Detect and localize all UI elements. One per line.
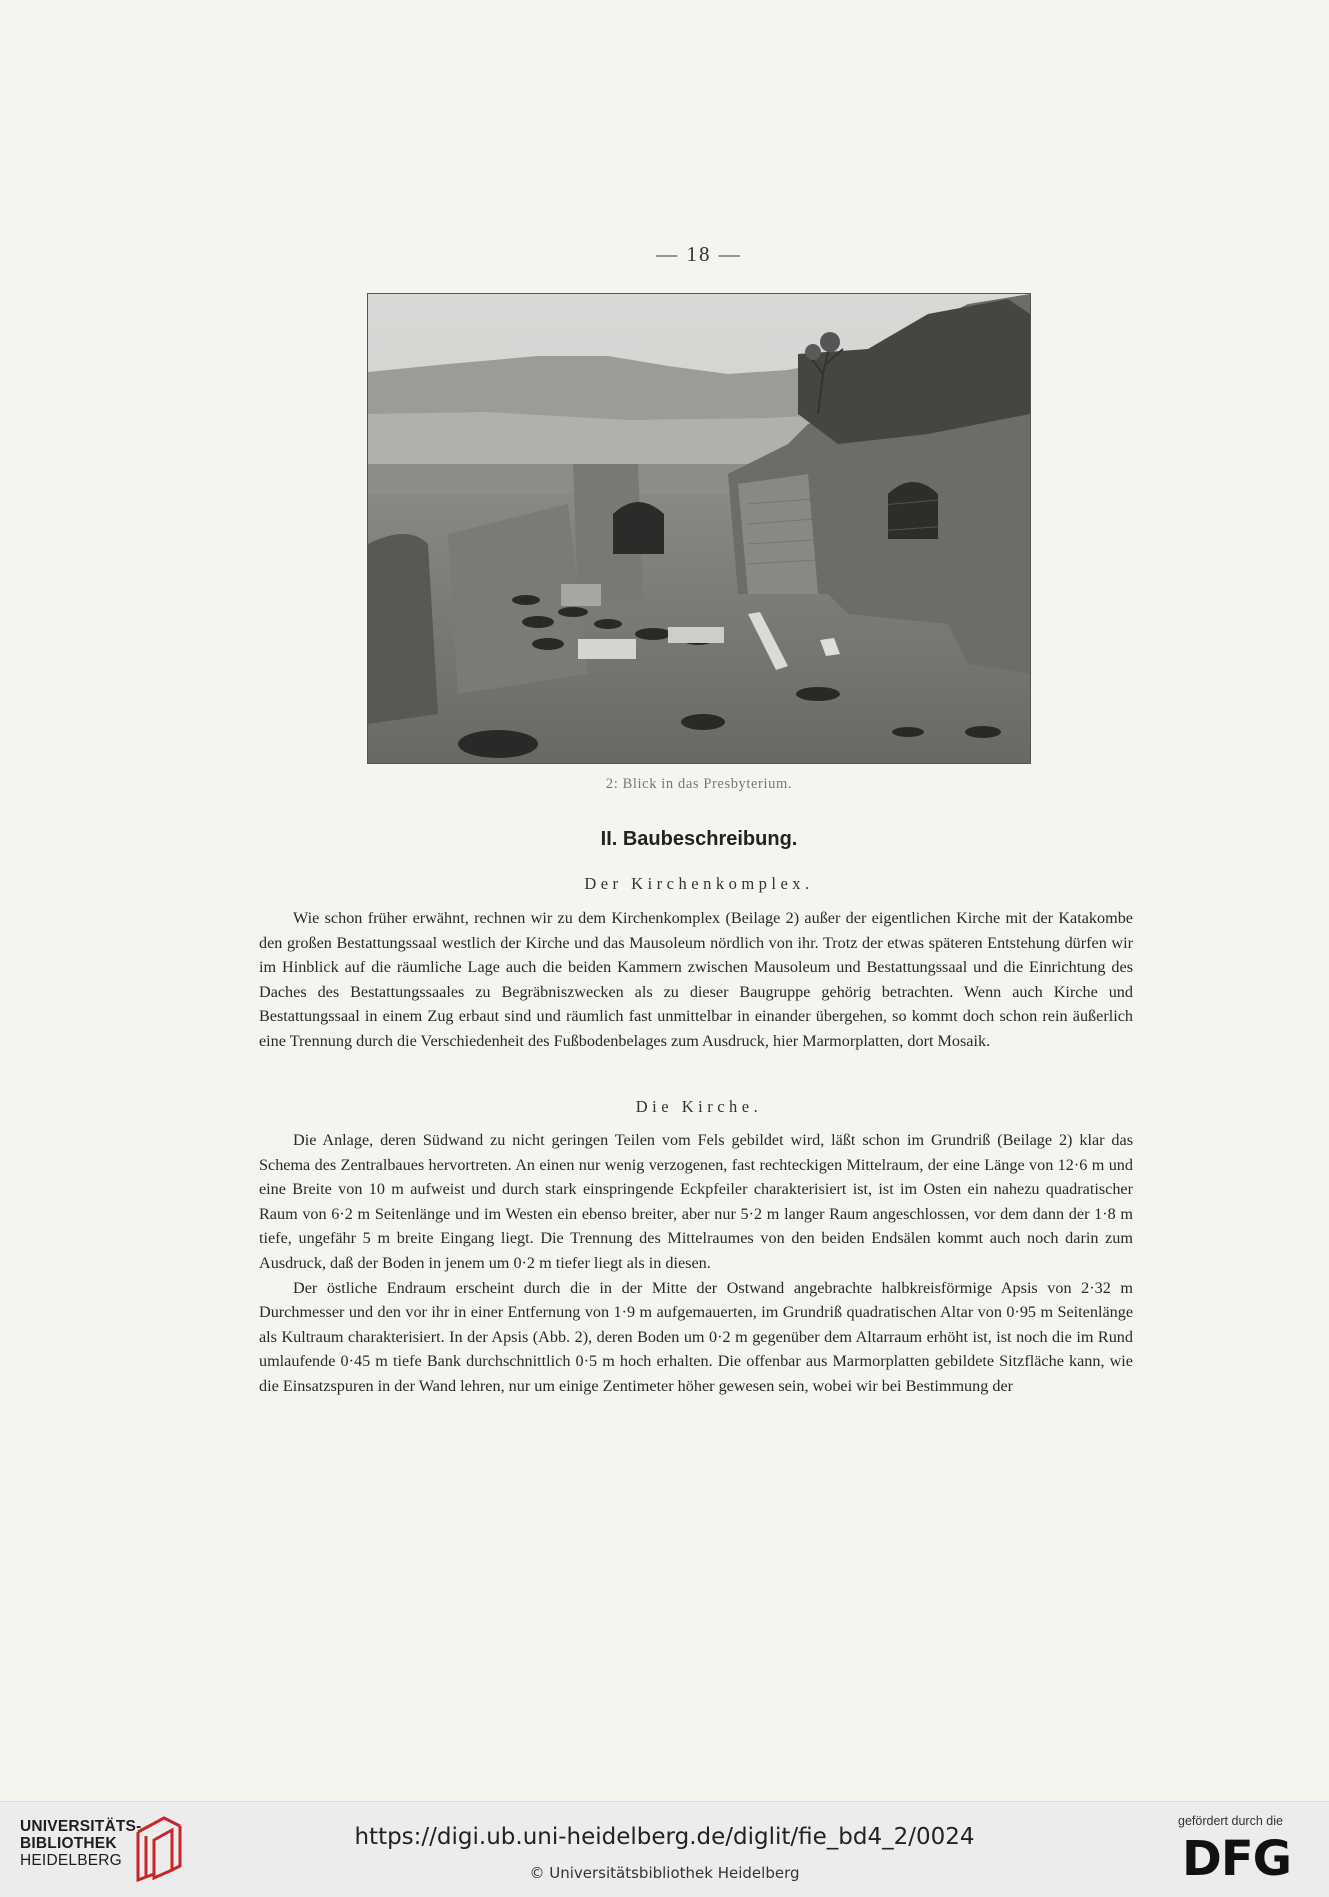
copyright-notice: © Universitätsbibliothek Heidelberg xyxy=(529,1864,800,1882)
text-block-kirche xyxy=(259,1128,1133,1399)
text-block-kirchenkomplex xyxy=(259,906,1133,1054)
subheading-kirche: Die Kirche. xyxy=(635,1097,763,1116)
page-number: — 18 — xyxy=(656,242,742,266)
paragraph: Wie schon früher erwähnt, rechnen wir zu dem Kirchenkomplex (Beilage 2) außer der eigentlichen Kirche mit der Katakombe den großen Bestattungssaal westlich der Kirche und das Mausoleum nördlich von ihr. Trotz der etwas späteren Entstehung dürfen wir im Hinblick auf die räumliche Lage auch die beiden Kammern zwischen Mausoleum und Bestattungssaal und die Einrichtung des Daches des Bestattungssaales zu Begräbniszwecken als zu dieser Baugruppe gehörig betrachten. Wenn auch Kirche und Bestattungssaal in einem Zug erbaut sind und räumlich fast unmittelbar in einander übergehen, so kommt doch schon rein äußerlich eine Trennung durch die Verschiedenheit des Fußbodenbelages zum Ausdruck, hier Marmorplatten, dort Mosaik. xyxy=(259,909,1133,1050)
section-title: II. Baubeschreibung. xyxy=(600,828,798,850)
funding-note: gefördert durch die xyxy=(1178,1814,1283,1828)
dfg-logo[interactable]: DFG xyxy=(1182,1831,1292,1887)
photo-presbyterium xyxy=(367,293,1031,764)
paragraph: Die Anlage, deren Südwand zu nicht geringen Teilen vom Fels gebildet wird, läßt schon im Grundriß (Beilage 2) klar das Schema des Zentralbaues hervortreten. An einen nur wenig verzogenen, fast rechteckigen Mittelraum, der eine Länge von 12·6 m und eine Breite von 10 m aufweist und durch stark einspringende Eckpfeiler charakterisiert ist, ist im Osten ein nahezu quadratischer Raum von 6·2 m Seitenlänge und im Westen ein ebenso breiter, aber nur 5·2 m langer Raum angeschlossen, vor dem dann der 1·8 m tiefe, ungefähr 5 m breite Eingang liegt. Die Trennung des Mittelraumes von den beiden Endsälen kommt auch noch darin zum Ausdruck, daß der Boden in jenem um 0·2 m tiefer liegt als in diesen. xyxy=(259,1131,1133,1272)
subheading-kirchenkomplex: Der Kirchenkomplex. xyxy=(584,874,814,893)
library-name-line1: UNIVERSITÄTS- xyxy=(20,1818,142,1835)
library-name-line3: HEIDELBERG xyxy=(20,1852,122,1869)
figure-caption: 2: Blick in das Presbyterium. xyxy=(605,776,793,792)
paragraph: Der östliche Endraum erscheint durch die in der Mitte der Ostwand angebrachte halbkreisförmige Apsis von 2·32 m Durchmesser und den vor ihr in einer Entfernung von 1·9 m aufgemauerten, im Grundriß quadratischen Altar von 0·95 m Seitenlänge als Kultraum charakterisiert. In der Apsis (Abb. 2), deren Boden um 0·2 m gegenüber dem Altarraum erhöht ist, ist noch die im Rund umlaufende 0·45 m tiefe Bank durchschnittlich 0·5 m hoch erhalten. Die offenbar aus Marmorplatten gebildete Sitzfläche kann, wie die Einsatzspuren in der Wand lehren, nur um einige Zentimeter höher gewesen sein, wobei wir bei Bestimmung der xyxy=(259,1278,1133,1395)
viewer-footer xyxy=(0,1801,1329,1897)
document-url-link[interactable]: https://digi.ub.uni-heidelberg.de/diglit/fie_bd4_2/0024 xyxy=(354,1824,975,1850)
library-name-line2: BIBLIOTHEK xyxy=(20,1835,117,1852)
